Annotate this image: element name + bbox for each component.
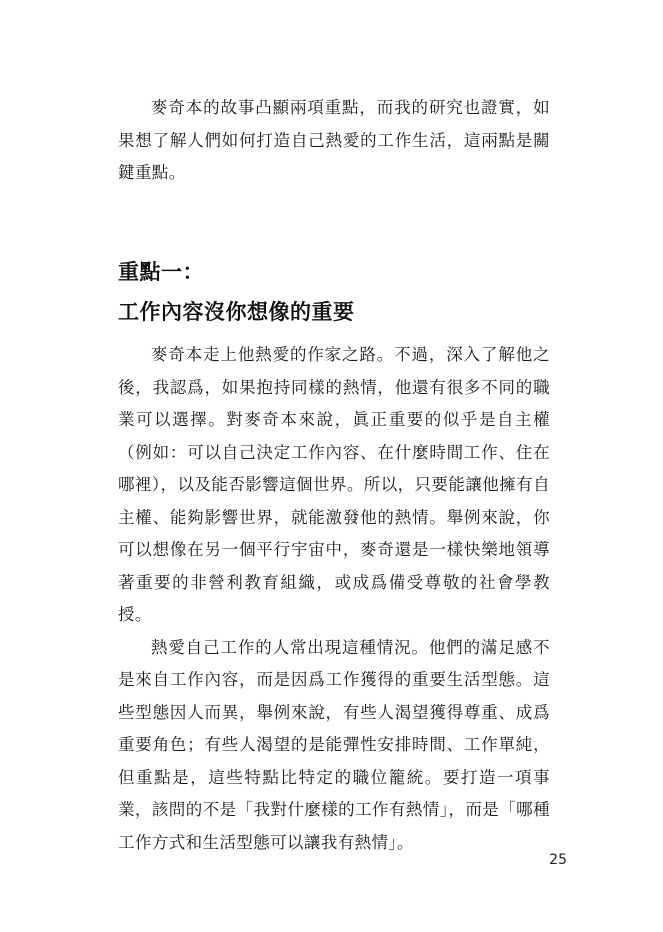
intro-section <box>118 92 550 190</box>
body-paragraph: 熱愛自己工作的人常出現這種情況。他們的滿足感不是來自工作內容，而是因爲工作獲得的重要生活型態。這些型態因人而異，舉例來說，有些人渴望獲得尊重、成爲重要角色；有些人渴望的是能彈性安排時間、工作單純，但重點是，這些特點比特定的職位籠統。要打造一項事業，該問的不是「我對什麼樣的工作有熱情」，而是「哪種工作方式和生活型態可以讓我有熱情」。 <box>118 637 550 852</box>
body-paragraph: 麥奇本走上他熱愛的作家之路。不過，深入了解他之後，我認爲，如果抱持同樣的熱情，他還有很多不同的職業可以選擇。對麥奇本來說，眞正重要的似乎是自主權（例如：可以自己決定工作內容、在什麼時間工作、住在哪裡），以及能否影響這個世界。所以，只要能讓他擁有自主權、能夠影響世界，就能激發他的熱情。舉例來說，你可以想像在另一個平行宇宙中，麥奇還是一樣快樂地領導著重要的非營利教育組織，或成爲備受尊敬的社會學教授。 <box>118 345 550 624</box>
intro-paragraph: 麥奇本的故事凸顯兩項重點，而我的研究也證實，如果想了解人們如何打造自己熱愛的工作生活，這兩點是關鍵重點。 <box>118 98 550 182</box>
page-number: 25 <box>549 852 567 868</box>
section-body <box>118 339 550 859</box>
section-heading-title: 工作內容沒你想像的重要 <box>118 300 355 324</box>
section-heading-label: 重點一： <box>118 260 204 284</box>
